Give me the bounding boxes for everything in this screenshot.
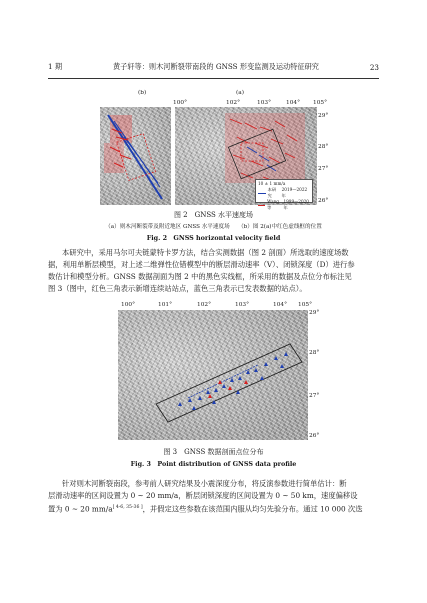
fig2-panel-b-map [100,107,171,205]
page-number: 23 [369,62,379,72]
fig2-lon-tick: 100° [173,100,187,106]
fig3-lat-tick: 28° [309,350,320,356]
para1-line: 本研究中，采用马尔可夫链蒙特卡罗方法，结合实测数据（图 2 剖面）所选取的速度场数 [62,248,349,257]
body-paragraph-1 [48,247,380,295]
fault-trace [188,365,258,398]
fig2-panel-b-label: (b) [138,90,147,96]
legend-row1-name: 本研究 [267,187,277,198]
fig2-lat-tick: 26° [318,198,329,204]
legend-row2-name: Wang等 [267,199,279,210]
fig3-caption-zh: 图 3 GNSS 数据剖面点位分布 [163,448,264,456]
citation: [ 4-6, 35-36 ] [112,504,143,510]
legend-row1-period: 2019—2022年 [281,187,308,198]
fig2-lon-tick: 104° [286,100,300,106]
para2-line3-start: 置为 0 ~ 20 mm/a [48,504,113,514]
fig2-caption-en: Fig. 2 GNSS horizontal velocity field [146,234,281,242]
fig2-panel-a-label: (a) [236,90,244,96]
fig3-caption-en: Fig. 3 Point distribution of GNSS data profile [130,460,297,468]
fig3-lon-tick: 105° [298,302,312,308]
header-rule [48,78,379,79]
para1-line: 据，利用单断层模型，对上述二维弹性位错模型中的断层滑动速率（V）、闭锁深度（D）进行参 [48,259,355,269]
fig3-lat-tick: 27° [309,393,320,399]
fig2-caption-sub: （a）则木河断裂带及附近地区 GNSS 水平速度场 （b）图 2(a)中红色虚线框的位置 [105,224,322,230]
fig2-legend [255,179,313,210]
fig3-lon-tick: 103° [235,302,249,308]
red-vector-cluster [104,143,124,173]
para1-line: 图 3（图中，红色三角表示新增连续站站点，蓝色三角表示已发表数据的站点）。 [48,283,307,293]
fig2-lat-tick: 29° [318,113,329,119]
para2-line3-end: ，并假定这些参数在该范围内服从均匀先验分布。通过 10 000 次迭 [142,504,363,514]
fig3-lon-tick: 101° [158,302,172,308]
legend-row2-period: 1999—2020年 [283,199,309,210]
fig2-lon-tick: 105° [313,100,327,106]
fig3-lon-tick: 102° [197,302,211,308]
fig3-lat-tick: 26° [309,433,320,439]
fig2-lat-tick: 27° [318,166,329,172]
body-paragraph-2 [48,478,380,515]
black-profile-box [156,344,302,422]
running-title: 黄子轩等：则木河断裂带南段的 GNSS 形变监测及运动特征研究 [112,62,319,71]
fig2-panel-b-vectors [100,107,171,205]
issue-label: 1 期 [48,62,63,71]
fig2-caption-zh: 图 2 GNSS 水平速度场 [173,211,254,219]
legend-scale: 10 ± 1 mm/a [258,181,286,186]
fig2-lon-tick: 102° [226,100,240,106]
fig3-lon-tick: 100° [121,302,135,308]
fig3-lat-tick: 29° [309,310,320,316]
fig3-station-markers [118,310,308,440]
para1-line: 数估计和模型分析。GNSS 数据剖面为图 2 中的黑色实线框，所采用的数据及点位分布标注见 [48,271,352,281]
blue-triangles [178,352,288,410]
fig2-lat-tick: 28° [318,144,329,150]
para2-line: 针对则木河断裂南段，参考前人研究结果及小震深度分布，将反演参数进行简单估计：断 [62,479,347,488]
blue-arrow-icon [258,193,266,194]
para2-line: 层滑动速率的区间设置为 0 ~ 20 mm/a，断层闭锁深度的区间设置为 0 ~ 50 km，速度偏移设 [48,490,358,500]
para2-line [48,502,380,515]
red-vector-field [225,113,305,183]
fig3-map [118,310,308,440]
fig2-panel-a-map [175,107,317,210]
fig3-lon-tick: 104° [273,302,287,308]
fig2-lon-tick: 103° [257,100,271,106]
legend-row-this-study [258,187,310,199]
running-header [48,60,379,74]
red-arrow-icon [258,205,265,206]
